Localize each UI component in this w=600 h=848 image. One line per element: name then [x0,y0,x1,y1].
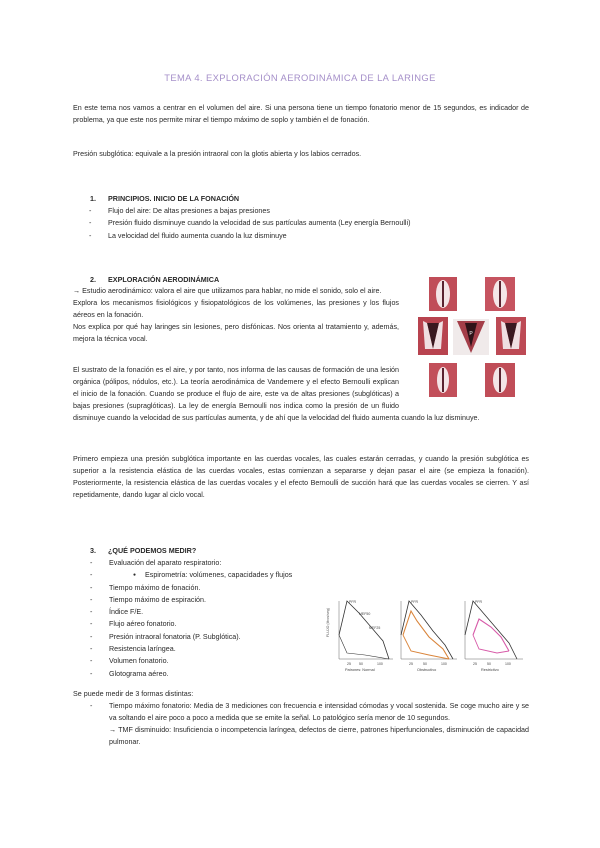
tick-label: 25 [347,662,351,666]
section-2-heading-row [90,275,220,284]
graph-note: PFR [475,600,482,604]
section-1-list [108,205,528,242]
section-1 [90,194,528,242]
tick-label: 50 [487,662,491,666]
paragraph: → Estudio aerodinámico: valora el aire que utilizamos para hablar, no mide el sonido, solo el aire. [73,287,382,295]
section-1-number: 1. [90,194,96,203]
tick-label: 100 [377,662,383,666]
list-item: - Flujo del aire: De altas presiones a bajas presiones [108,205,528,217]
paragraph: Nos explica por qué hay laringes sin lesiones, pero disfónicas. Nos orienta al tratamiento y, además, mejora la técnica vocal. [73,323,399,344]
spirometry-figure [325,593,531,673]
tmf-paragraph: Tiempo máximo fonatorio: Media de 3 mediciones con frecuencia e intensidad cómodas y vocal sostenida. Se coge mucho aire y se va soltando el aire poco a poco a medida que se emite la señal. Lo patológico sería menor de 10 segundos. [109,702,529,723]
section-2-heading: EXPLORACIÓN AERODINÁMICA [108,275,220,284]
list-item: - Índice F/E. [109,606,329,618]
paragraph: Explora los mecanismos fisiológicos y fisiopatológicos de los volúmenes, las presiones y los flujos aéreos en la fonación. [73,299,399,320]
paragraph: El sustrato de la fonación es el aire, y por tanto, nos informa de las causas de formación de una lesión orgánica (pólipos, nódulos, etc.). La teoría aerodinámica de Vandemere y el efecto Bernoulli explican el inicio de la fonación. Cuando se produce el flujo de aire, este va de altas presiones (subglóticas) a bajas presiones (supraglóticas). La ley de energía Bernoulli nos indica como la presión de un fluido disminuye cuando la velocidad de sus partículas aumenta, y de ahí que la velocidad del fluido aumenta cuando la luz disminuye. [73,366,480,423]
list-item: - Presión fluido disminuye cuando la velocidad de sus partículas aumenta (Ley energía Bernoulli) [108,217,528,229]
section-3-heading-row [90,546,197,555]
list-item: - Glotograma aéreo. [109,668,329,680]
tmf-block: - Tiempo máximo fonatorio: Media de 3 mediciones con frecuencia e intensidad cómodas y vocal sostenida. Se coge mucho aire y se va soltando el aire poco a poco a medida que se emite la señal. Lo patológico sería menor de 10 segundos. → TMF disminuido: Insuficiencia o incompetencia laríngea, defectos de cierre, patrones hiperfuncionales, disminución de capacidad pulmonar. [109,700,529,748]
graph-note: MEF25 [369,626,381,630]
list-item: - Presión intraoral fonatoria (P. Subglótica). [109,631,329,643]
section-2-number: 2. [90,275,96,284]
list-item: - Tiempo máximo de fonación. [109,582,329,594]
list-item: - Resistencia laríngea. [109,643,329,655]
graph-note: PFR [411,600,418,604]
section-3-list [109,557,329,680]
graph-panel-normal [339,600,393,672]
tick-label: 25 [409,662,413,666]
graph-caption: Obstructivo [417,668,437,672]
tick-label: 100 [441,662,447,666]
list-item: - Flujo aéreo fonatorio. [109,618,329,630]
section-1-heading: PRINCIPIOS. INICIO DE LA FONACIÓN [108,194,240,203]
graph-caption: Patrones: Normal [345,668,375,672]
section-2-cycle-paragraph: Primero empieza una presión subglótica importante en las cuerdas vocales, las cuales estarán cerradas, y cuando la presión subglótica es superior a la resistencia elástica de las cuerdas vocales, estas comienzan a separarse y dejan pasar el aire (se empieza la fonación). Posteriormente, la resistencia elástica de las cuerdas vocales y el efecto Bernoulli de succión hará que las cuerdas vocales se cierren. Y así repetidamente, dando lugar al ciclo vocal. [73,455,529,500]
section-3-heading: ¿QUÉ PODEMOS MEDIR? [108,546,197,555]
svg-text:P: P [469,331,473,337]
subitem-text: Espirometría: volúmenes, capacidades y flujos [145,571,293,580]
presion-paragraph: Presión subglótica: equivale a la presión intraoral con la glotis abierta y los labios cerrados. [73,150,362,158]
tick-label: 25 [473,662,477,666]
graph-note: PFR [349,600,356,604]
list-item: - Volumen fonatorio. [109,655,329,667]
list-item: - La velocidad del fluido aumenta cuando la luz disminuye [108,230,528,242]
section-2-top-text [73,285,399,345]
tick-label: 50 [359,662,363,666]
tick-label: 50 [423,662,427,666]
list-item: - Tiempo máximo de espiración. [109,594,329,606]
section-3-number: 3. [90,546,96,555]
formas-line: Se puede medir de 3 formas distintas: [73,690,194,698]
larynx-cycle-figure [415,275,529,401]
graph-panel-restrictive [465,600,523,672]
tick-label: 100 [505,662,511,666]
list-item: - Evaluación del aparato respiratorio: [109,557,329,569]
graph-panel-obstructive [401,600,457,672]
graph-note: MEF50 [359,612,371,616]
larynx-frame [429,277,457,311]
page-title: TEMA 4. EXPLORACIÓN AERODINÁMICA DE LA LARINGE [164,72,436,83]
tmf-disminuido-paragraph: → TMF disminuido: Insuficiencia o incompetencia laríngea, defectos de cierre, patrones hiperfuncionales, disminución de capacidad pulmonar. [109,726,529,747]
graph-ylabel: FLUJO (litros/seg) [326,607,330,637]
graph-caption: Restrictivo [481,668,499,672]
intro-paragraph: En este tema nos vamos a centrar en el volumen del aire. Si una persona tiene un tiempo fonatorio menor de 15 segundos, es indicador de problema, ya que este nos permite mirar el tiempo máximo de soplo y también el de fonación. [73,104,529,125]
list-subitem: - ● Espirometría: volúmenes, capacidades y flujos [109,569,329,581]
